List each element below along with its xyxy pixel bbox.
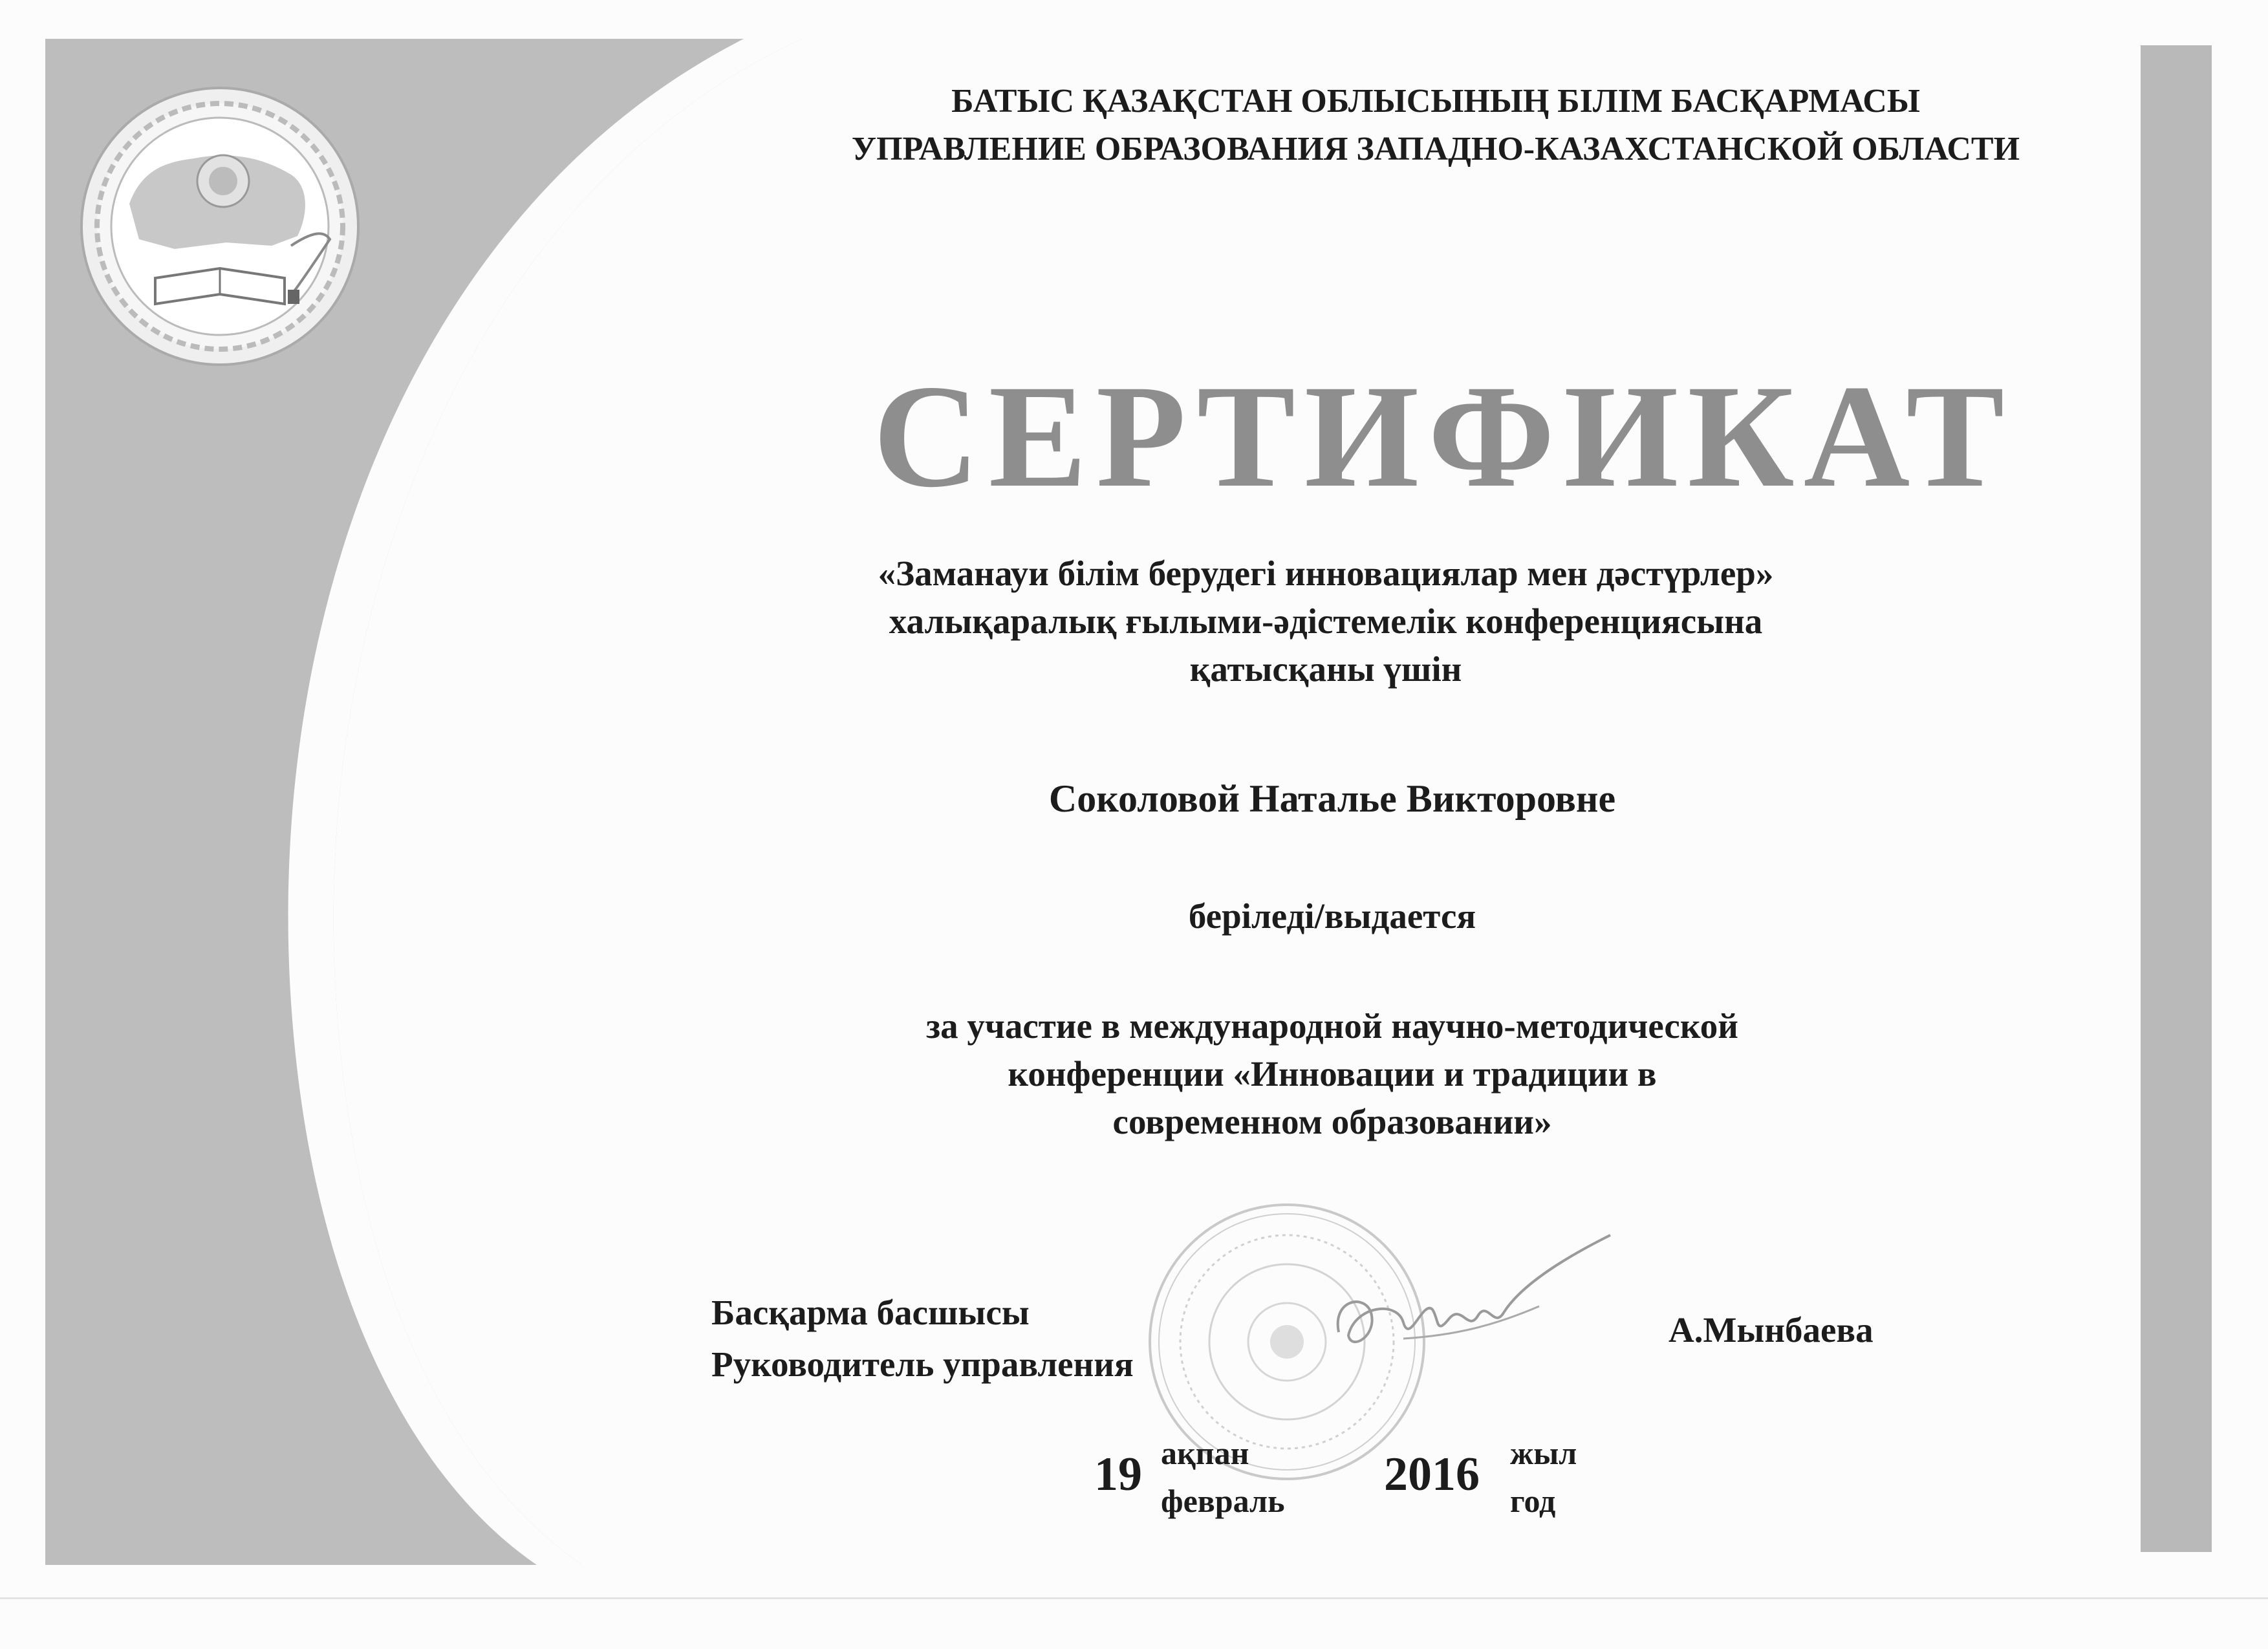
month-kz: ақпан <box>1161 1435 1249 1471</box>
year-unit-ru: год <box>1510 1483 1556 1519</box>
recipient-name: Соколовой Наталье Викторовне <box>1048 777 1616 820</box>
issuer-kz: БАТЫС ҚАЗАҚСТАН ОБЛЫСЫНЫҢ БІЛІМ БАСҚАРМАСЫ <box>951 83 1920 120</box>
issuer-ru: УПРАВЛЕНИЕ ОБРАЗОВАНИЯ ЗАПАДНО-КАЗАХСТАНСКОЙ ОБЛАСТИ <box>851 131 2020 167</box>
reason-kz-line: халықаралық ғылыми-әдістемелік конференциясына <box>889 601 1763 641</box>
position-ru: Руководитель управления <box>711 1344 1134 1384</box>
reason-ru-line: конференции «Инновации и традиции в <box>1008 1054 1657 1094</box>
date-month <box>1161 1429 1285 1525</box>
month-ru: февраль <box>1161 1483 1285 1519</box>
signatory-name: А.Мынбаева <box>1669 1310 1874 1350</box>
position-kz: Басқарма басшысы <box>711 1293 1030 1332</box>
date-day: 19 <box>1094 1448 1142 1501</box>
reason-ru <box>763 1002 1901 1146</box>
signatory-position <box>711 1287 1134 1390</box>
year-unit-kz: жыл <box>1510 1435 1577 1471</box>
certificate-title: СЕРТИФИКАТ <box>873 355 2014 518</box>
date-year: 2016 <box>1384 1448 1480 1501</box>
handwritten-signature-icon <box>1326 1222 1623 1403</box>
reason-ru-line: современном образовании» <box>1112 1102 1552 1141</box>
issuer-header <box>763 78 2108 173</box>
reason-kz <box>679 550 1972 693</box>
reason-kz-line: қатысқаны үшін <box>1189 649 1462 689</box>
emblem-logo-icon <box>78 84 362 369</box>
reason-kz-line: «Заманауи білім берудегі инновациялар мен дәстүрлер» <box>878 554 1774 593</box>
reason-ru-line: за участие в международной научно-методической <box>925 1006 1738 1046</box>
date-year-unit <box>1510 1429 1577 1525</box>
issued-label: беріледі/выдается <box>1188 896 1476 936</box>
